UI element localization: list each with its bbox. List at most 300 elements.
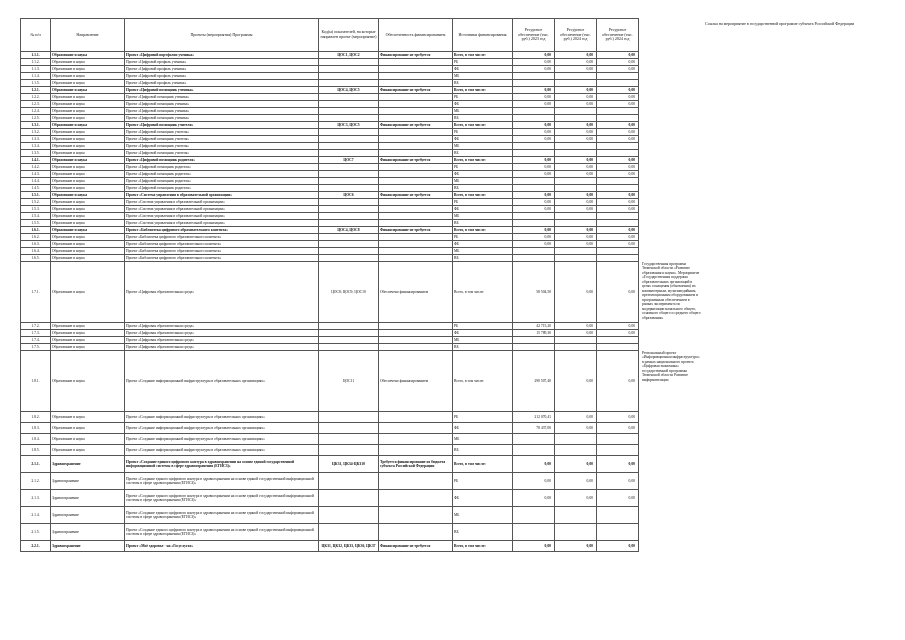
row-value-2025: [597, 185, 639, 192]
row-direction: Образование и наука: [51, 227, 125, 234]
row-source: ФБ: [453, 423, 513, 434]
row-number: 1.1.4.: [21, 73, 51, 80]
row-value-2025: 0,00: [597, 262, 639, 323]
row-number: 1.2.2.: [21, 94, 51, 101]
row-source: ВБ: [453, 80, 513, 87]
row-source: РБ: [453, 323, 513, 330]
row-source: ФБ: [453, 241, 513, 248]
row-number: 1.3.5.: [21, 150, 51, 157]
row-source: РБ: [453, 164, 513, 171]
row-project: Проект «Библиотека цифрового образовательного контента»: [125, 241, 319, 248]
table-row: [21, 541, 703, 552]
row-value-2024: 0,00: [555, 490, 597, 507]
row-number: 1.6.1.: [21, 227, 51, 234]
row-project: Проект «Создание информационной инфраструктуры в образовательных организациях»: [125, 434, 319, 445]
row-source: РБ: [453, 412, 513, 423]
row-value-2025: [597, 255, 639, 262]
row-direction: Образование и наука: [51, 164, 125, 171]
row-program-link: [639, 73, 703, 80]
row-source: ФБ: [453, 66, 513, 73]
row-number: 1.7.2.: [21, 323, 51, 330]
row-indicators: [319, 220, 379, 227]
row-program-link: [639, 434, 703, 445]
row-indicators: [319, 445, 379, 456]
row-direction: Образование и наука: [51, 241, 125, 248]
row-value-2023: 0,00: [513, 490, 555, 507]
row-value-2024: 0,00: [555, 129, 597, 136]
row-value-2023: 0,00: [513, 59, 555, 66]
row-source: МБ: [453, 143, 513, 150]
row-number: 1.1.5.: [21, 80, 51, 87]
row-program-link: [639, 87, 703, 94]
row-source: Всего, в том числе:: [453, 456, 513, 473]
row-project: Проект «Цифровой помощник учителя»: [125, 136, 319, 143]
row-value-2023: 0,00: [513, 541, 555, 552]
row-value-2025: 0,00: [597, 192, 639, 199]
row-project: Проект «Система управления в образовательной организации»: [125, 206, 319, 213]
row-direction: Здравоохранение: [51, 490, 125, 507]
row-funding: [379, 323, 453, 330]
row-source: ВБ: [453, 220, 513, 227]
table-row: [21, 66, 703, 73]
row-direction: Образование и наука: [51, 192, 125, 199]
row-program-link: [639, 206, 703, 213]
row-direction: Образование и наука: [51, 171, 125, 178]
row-number: 2.1.3.: [21, 490, 51, 507]
row-source: ВБ: [453, 150, 513, 157]
row-value-2023: [513, 115, 555, 122]
row-source: ФБ: [453, 490, 513, 507]
row-source: ВБ: [453, 255, 513, 262]
row-indicators: [319, 150, 379, 157]
row-funding: Финансирование не требуется: [379, 541, 453, 552]
row-indicators: ЦОС4, ЦОС5: [319, 87, 379, 94]
table-row: [21, 108, 703, 115]
row-indicators: [319, 490, 379, 507]
row-indicators: ЦОС3, ЦОС5: [319, 122, 379, 129]
row-value-2025: 0,00: [597, 490, 639, 507]
row-value-2024: 0,00: [555, 199, 597, 206]
row-funding: [379, 80, 453, 87]
row-program-link: [639, 108, 703, 115]
row-value-2023: [513, 220, 555, 227]
row-direction: Здравоохранение: [51, 456, 125, 473]
row-number: 2.2.1.: [21, 541, 51, 552]
row-value-2025: 0,00: [597, 164, 639, 171]
row-value-2023: [513, 73, 555, 80]
row-direction: Образование и наука: [51, 94, 125, 101]
row-value-2023: 0,00: [513, 473, 555, 490]
table-row: [21, 423, 703, 434]
table-row: [21, 330, 703, 337]
row-number: 1.2.4.: [21, 108, 51, 115]
row-indicators: [319, 185, 379, 192]
row-value-2023: [513, 150, 555, 157]
row-direction: Образование и наука: [51, 206, 125, 213]
row-program-link: [639, 337, 703, 344]
row-project: Проект «Цифровой профиль ученика»: [125, 73, 319, 80]
table-row: [21, 143, 703, 150]
row-funding: [379, 101, 453, 108]
row-number: 1.5.4.: [21, 213, 51, 220]
header-2023: Ресурсное обеспечение (тыс. руб.) 2023 год: [513, 19, 555, 52]
row-source: ФБ: [453, 330, 513, 337]
table-row: [21, 185, 703, 192]
row-value-2025: 0,00: [597, 423, 639, 434]
row-value-2023: 0,00: [513, 129, 555, 136]
row-indicators: [319, 330, 379, 337]
row-value-2023: [513, 178, 555, 185]
row-program-link: [639, 157, 703, 164]
row-source: Всего, в том числе:: [453, 157, 513, 164]
row-project: Проект «Цифровой помощник ученика»: [125, 101, 319, 108]
row-source: Всего, в том числе:: [453, 192, 513, 199]
row-value-2023: [513, 213, 555, 220]
row-number: 1.3.4.: [21, 143, 51, 150]
row-value-2024: 0,00: [555, 192, 597, 199]
row-number: 1.3.3.: [21, 136, 51, 143]
table-row: [21, 192, 703, 199]
row-funding: Финансирование не требуется: [379, 87, 453, 94]
row-program-link: [639, 143, 703, 150]
row-number: 1.1.1.: [21, 52, 51, 59]
row-program-link: [639, 473, 703, 490]
header-sources: Источники финансирования: [453, 19, 513, 52]
row-direction: Образование и наука: [51, 129, 125, 136]
row-value-2023: 0,00: [513, 206, 555, 213]
row-source: Всего, в том числе:: [453, 122, 513, 129]
table-row: [21, 323, 703, 330]
row-project: Проект «Создание единого цифрового контура в здравоохранении на основе единой государственной информационной системы в сфере здравоохранения (ЕГИСЗ)»: [125, 473, 319, 490]
row-funding: [379, 213, 453, 220]
row-value-2023: 0,00: [513, 199, 555, 206]
header-indicators: Код(ы) показателей, на которые направлен проект (мероприятие): [319, 19, 379, 52]
row-funding: [379, 108, 453, 115]
row-number: 1.6.3.: [21, 241, 51, 248]
row-program-link: [639, 423, 703, 434]
header-project: Проекты (мероприятия) Программы: [125, 19, 319, 52]
row-value-2025: 0,00: [597, 323, 639, 330]
row-direction: Образование и наука: [51, 412, 125, 423]
row-source: ФБ: [453, 101, 513, 108]
row-source: МБ: [453, 507, 513, 524]
row-project: Проект «Цифровая образовательная среда»: [125, 344, 319, 351]
row-number: 1.4.1.: [21, 157, 51, 164]
row-value-2023: 78 437,00: [513, 423, 555, 434]
row-indicators: ЦОС11: [319, 351, 379, 412]
row-value-2025: 0,00: [597, 241, 639, 248]
row-program-link: [639, 59, 703, 66]
row-funding: [379, 241, 453, 248]
row-indicators: [319, 434, 379, 445]
row-project: Проект «Цифровой помощник родителя»: [125, 164, 319, 171]
row-value-2023: [513, 434, 555, 445]
row-number: 1.5.5.: [21, 220, 51, 227]
row-number: 1.3.1.: [21, 122, 51, 129]
row-program-link: [639, 241, 703, 248]
row-direction: Образование и наука: [51, 52, 125, 59]
row-direction: Образование и наука: [51, 344, 125, 351]
row-source: Всего, в том числе:: [453, 262, 513, 323]
row-value-2025: [597, 434, 639, 445]
row-direction: Здравоохранение: [51, 507, 125, 524]
row-direction: Образование и наука: [51, 66, 125, 73]
row-funding: [379, 206, 453, 213]
row-number: 1.4.3.: [21, 171, 51, 178]
header-funding: Обеспеченность финансированием: [379, 19, 453, 52]
row-value-2025: 0,00: [597, 101, 639, 108]
row-value-2024: 0,00: [555, 59, 597, 66]
row-value-2025: 0,00: [597, 136, 639, 143]
table-row: [21, 248, 703, 255]
row-funding: [379, 412, 453, 423]
table-row: [21, 87, 703, 94]
table-row: [21, 220, 703, 227]
row-value-2025: 0,00: [597, 351, 639, 412]
row-value-2024: 0,00: [555, 473, 597, 490]
row-project: Проект «Создание единого цифрового контура в здравоохранении на основе единой государственной информационной системы в сфере здравоохранения (ЕГИСЗ)»: [125, 507, 319, 524]
row-direction: Образование и наука: [51, 108, 125, 115]
row-value-2024: [555, 115, 597, 122]
row-direction: Здравоохранение: [51, 473, 125, 490]
row-number: 2.1.4.: [21, 507, 51, 524]
row-funding: [379, 344, 453, 351]
row-number: 1.2.3.: [21, 101, 51, 108]
row-number: 1.7.5.: [21, 344, 51, 351]
row-direction: Образование и наука: [51, 423, 125, 434]
row-value-2024: [555, 255, 597, 262]
row-value-2025: 0,00: [597, 66, 639, 73]
row-program-link: [639, 101, 703, 108]
table-row: [21, 115, 703, 122]
row-indicators: [319, 248, 379, 255]
row-source: РБ: [453, 199, 513, 206]
row-value-2024: [555, 108, 597, 115]
row-source: Всего, в том числе:: [453, 52, 513, 59]
row-indicators: [319, 66, 379, 73]
row-funding: [379, 150, 453, 157]
table-row: [21, 178, 703, 185]
row-value-2023: 42 715,20: [513, 323, 555, 330]
row-indicators: ЦОС4, ЦОС8: [319, 227, 379, 234]
row-project: Проект «Цифровой помощник родителя»: [125, 185, 319, 192]
row-value-2025: [597, 73, 639, 80]
row-project: Проект «Создание информационной инфраструктуры в образовательных организациях»: [125, 423, 319, 434]
table-row: [21, 524, 703, 541]
row-source: МБ: [453, 434, 513, 445]
row-number: 1.7.4.: [21, 337, 51, 344]
row-value-2025: [597, 143, 639, 150]
row-value-2025: 0,00: [597, 59, 639, 66]
row-number: 1.8.5.: [21, 445, 51, 456]
row-project: Проект «Цифровая образовательная среда»: [125, 330, 319, 337]
row-program-link: [639, 213, 703, 220]
table-row: [21, 80, 703, 87]
row-value-2025: 0,00: [597, 122, 639, 129]
row-project: Проект «Цифровая образовательная среда»: [125, 337, 319, 344]
row-value-2023: 0,00: [513, 101, 555, 108]
row-number: 2.1.1.: [21, 456, 51, 473]
table-row: [21, 59, 703, 66]
row-project: Проект «Система управления в образовательной организации»: [125, 199, 319, 206]
row-funding: Обеспечено финансированием: [379, 351, 453, 412]
row-direction: Образование и наука: [51, 73, 125, 80]
row-funding: Финансирование не требуется: [379, 122, 453, 129]
table-row: [21, 157, 703, 164]
row-value-2023: 0,00: [513, 52, 555, 59]
row-indicators: ЦОС8; ЦОС9; ЦОС10: [319, 262, 379, 323]
row-value-2024: [555, 445, 597, 456]
table-row: [21, 227, 703, 234]
row-source: ВБ: [453, 185, 513, 192]
row-value-2024: 0,00: [555, 351, 597, 412]
table-row: [21, 351, 703, 412]
row-direction: Образование и наука: [51, 434, 125, 445]
row-source: Всего, в том числе:: [453, 351, 513, 412]
row-number: 1.7.3.: [21, 330, 51, 337]
table-row: [21, 206, 703, 213]
row-funding: [379, 73, 453, 80]
table-row: [21, 241, 703, 248]
table-row: [21, 122, 703, 129]
row-number: 2.1.2.: [21, 473, 51, 490]
row-source: МБ: [453, 108, 513, 115]
row-value-2025: 0,00: [597, 157, 639, 164]
row-value-2023: 0,00: [513, 66, 555, 73]
row-project: Проект «Цифровая образовательная среда»: [125, 323, 319, 330]
row-program-link: [639, 115, 703, 122]
row-value-2024: [555, 143, 597, 150]
row-number: 1.8.4.: [21, 434, 51, 445]
row-source: ВБ: [453, 445, 513, 456]
row-direction: Образование и наука: [51, 199, 125, 206]
row-value-2024: 0,00: [555, 66, 597, 73]
table-row: [21, 73, 703, 80]
row-project: Проект «Цифровой профиль ученика»: [125, 80, 319, 87]
row-direction: Образование и наука: [51, 234, 125, 241]
row-number: 1.1.2.: [21, 59, 51, 66]
row-project: Проект «Создание информационной инфраструктуры в образовательных организациях»: [125, 445, 319, 456]
row-funding: [379, 59, 453, 66]
row-source: ФБ: [453, 171, 513, 178]
table-row: [21, 507, 703, 524]
row-direction: Образование и наука: [51, 323, 125, 330]
row-source: РБ: [453, 234, 513, 241]
row-indicators: [319, 337, 379, 344]
row-value-2024: [555, 185, 597, 192]
row-project: Проект «Система управления в образовательной организации»: [125, 192, 319, 199]
row-number: 1.2.1.: [21, 87, 51, 94]
row-value-2024: [555, 213, 597, 220]
table-row: [21, 101, 703, 108]
row-value-2023: 0,00: [513, 171, 555, 178]
row-value-2024: [555, 507, 597, 524]
row-value-2024: 0,00: [555, 122, 597, 129]
row-value-2023: 58 504,50: [513, 262, 555, 323]
row-value-2024: 0,00: [555, 241, 597, 248]
row-project: Проект «Цифровой помощник родителя»: [125, 178, 319, 185]
row-funding: [379, 434, 453, 445]
row-source: Всего, в том числе:: [453, 541, 513, 552]
row-number: 1.6.4.: [21, 248, 51, 255]
row-value-2023: 0,00: [513, 122, 555, 129]
row-value-2025: 0,00: [597, 52, 639, 59]
row-source: ВБ: [453, 524, 513, 541]
row-value-2024: [555, 248, 597, 255]
row-value-2024: 0,00: [555, 323, 597, 330]
row-direction: Образование и наука: [51, 255, 125, 262]
row-source: РБ: [453, 129, 513, 136]
row-funding: [379, 473, 453, 490]
row-value-2025: [597, 80, 639, 87]
header-link: [639, 19, 703, 52]
row-funding: [379, 445, 453, 456]
row-indicators: ЦОС7: [319, 157, 379, 164]
row-value-2024: 0,00: [555, 157, 597, 164]
row-value-2025: 0,00: [597, 171, 639, 178]
header-2024: Ресурсное обеспечение (тыс. руб.) 2024 год: [555, 19, 597, 52]
row-value-2025: [597, 248, 639, 255]
row-indicators: [319, 412, 379, 423]
row-project: Проект «Цифровой помощник родителя»: [125, 171, 319, 178]
row-value-2023: 0,00: [513, 87, 555, 94]
row-direction: Образование и наука: [51, 59, 125, 66]
row-project: Проект «Библиотека цифрового образовательного контента»: [125, 227, 319, 234]
row-direction: Образование и наука: [51, 80, 125, 87]
row-indicators: [319, 143, 379, 150]
row-indicators: [319, 234, 379, 241]
row-source: ФБ: [453, 206, 513, 213]
row-funding: [379, 490, 453, 507]
row-funding: [379, 507, 453, 524]
row-indicators: [319, 101, 379, 108]
row-number: 1.5.3.: [21, 206, 51, 213]
row-funding: [379, 66, 453, 73]
row-project: Проект «Система управления в образовательной организации»: [125, 220, 319, 227]
row-funding: Требуется финансирование из бюджета субъекта Российской Федерации: [379, 456, 453, 473]
row-value-2025: [597, 150, 639, 157]
row-direction: Образование и наука: [51, 87, 125, 94]
row-indicators: [319, 507, 379, 524]
row-funding: [379, 255, 453, 262]
row-number: 1.6.5.: [21, 255, 51, 262]
row-value-2024: 0,00: [555, 87, 597, 94]
row-value-2024: [555, 178, 597, 185]
row-value-2024: 0,00: [555, 136, 597, 143]
row-direction: Образование и наука: [51, 220, 125, 227]
row-funding: [379, 423, 453, 434]
row-program-link: [639, 234, 703, 241]
row-value-2025: [597, 108, 639, 115]
row-direction: Образование и наука: [51, 115, 125, 122]
row-source: РБ: [453, 59, 513, 66]
row-funding: [379, 524, 453, 541]
document-sheet: [20, 18, 703, 552]
row-value-2025: [597, 507, 639, 524]
row-indicators: ЦКЗ1, ЦКЗ2, ЦКЗ3, ЦКЗ6, ЦКЗ7: [319, 541, 379, 552]
row-value-2023: 15 789,30: [513, 330, 555, 337]
row-value-2024: 0,00: [555, 164, 597, 171]
row-value-2025: 0,00: [597, 541, 639, 552]
row-project: Проект «Система управления в образовательной организации»: [125, 213, 319, 220]
row-project: Проект «Цифровой помощник родителя»: [125, 157, 319, 164]
row-direction: Здравоохранение: [51, 524, 125, 541]
row-program-link: [639, 344, 703, 351]
row-program-link: [639, 445, 703, 456]
table-row: [21, 434, 703, 445]
row-value-2025: [597, 213, 639, 220]
row-project: Проект «Цифровой помощник учителя»: [125, 129, 319, 136]
